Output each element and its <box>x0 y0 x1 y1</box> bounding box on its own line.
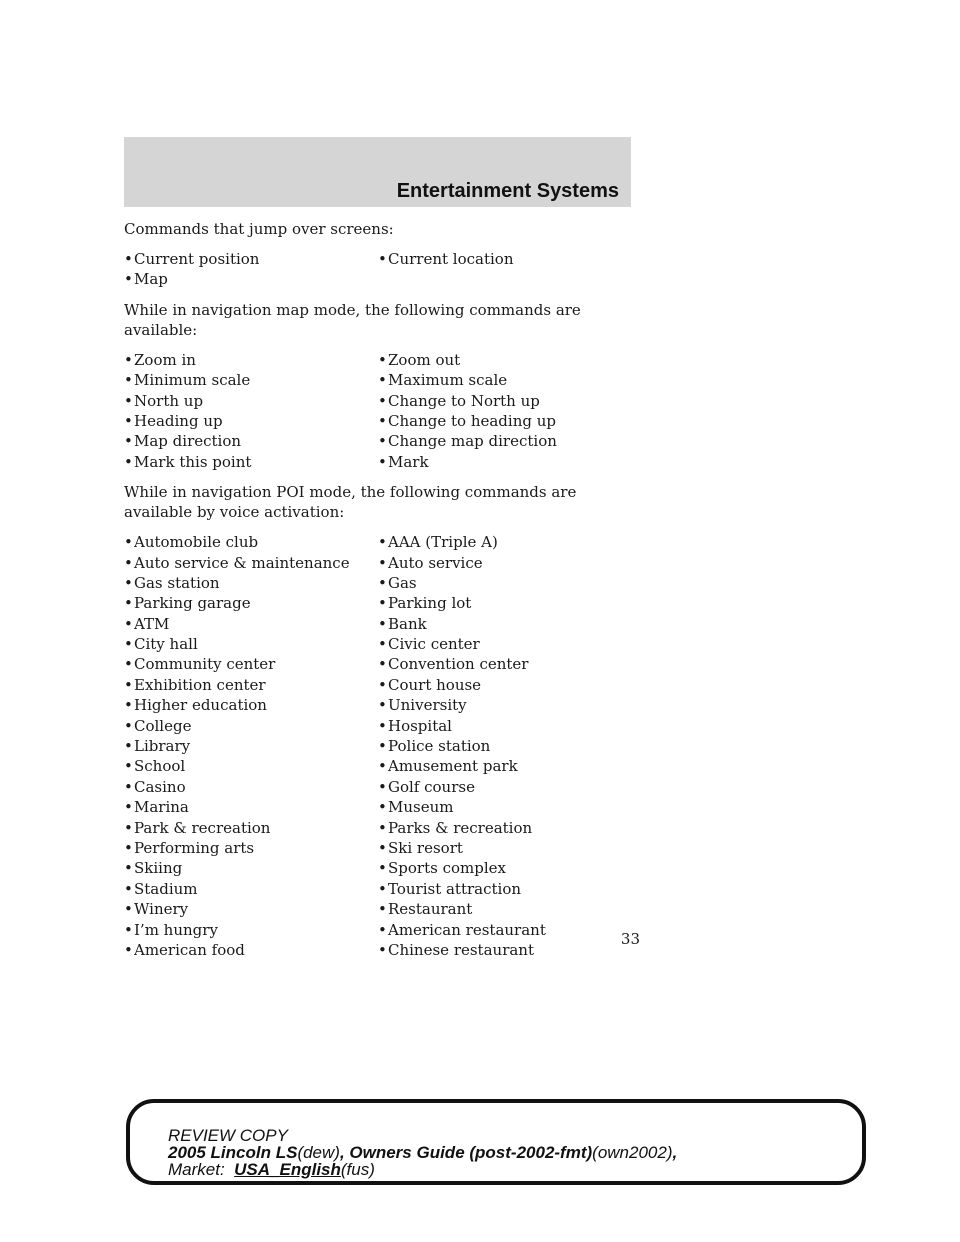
list-item: • University <box>378 695 634 715</box>
list-item: • Museum <box>378 797 634 817</box>
list-item: • Heading up <box>124 411 378 431</box>
list-item: • Change to North up <box>378 391 634 411</box>
list-item: • Ski resort <box>378 838 634 858</box>
list-item: • Gas station <box>124 573 378 593</box>
list-item: • Civic center <box>378 634 634 654</box>
map-command-list <box>124 350 634 472</box>
list-item: • Zoom in <box>124 350 378 370</box>
list-item: • Auto service & maintenance <box>124 553 378 573</box>
list-item: • Parks & recreation <box>378 818 634 838</box>
list-item: • Minimum scale <box>124 370 378 390</box>
list-item: • Stadium <box>124 879 378 899</box>
list-item: • School <box>124 756 378 776</box>
list-item: • Parking garage <box>124 593 378 613</box>
list-item: • Performing arts <box>124 838 378 858</box>
list-item: • Mark this point <box>124 452 378 472</box>
list-item: • North up <box>124 391 378 411</box>
list-item: • Police station <box>378 736 634 756</box>
list-item: • Exhibition center <box>124 675 378 695</box>
market-label: Market: <box>168 1160 225 1179</box>
section-title: Entertainment Systems <box>396 180 619 202</box>
intro-map: While in navigation map mode, the following commands are available: <box>124 300 581 339</box>
intro-poi: While in navigation POI mode, the following commands are available by voice activation: <box>124 483 577 522</box>
guide-code: (own2002) <box>592 1143 673 1162</box>
review-copy-line: REVIEW COPY <box>168 1126 288 1145</box>
list-item: • ATM <box>124 614 378 634</box>
list-item: • Restaurant <box>378 899 634 919</box>
list-item: • Chinese restaurant <box>378 940 634 960</box>
list-item: • American food <box>124 940 378 960</box>
line-comma: , <box>672 1143 678 1162</box>
list-item: • Winery <box>124 899 378 919</box>
list-item: • Community center <box>124 654 378 674</box>
jump-command-list <box>124 249 634 290</box>
review-copy-text <box>168 1127 677 1178</box>
list-item: • College <box>124 716 378 736</box>
list-item: • Gas <box>378 573 634 593</box>
guide-name: , Owners Guide (post-2002-fmt) <box>339 1143 593 1162</box>
page-number: 33 <box>620 930 640 948</box>
list-item: • Automobile club <box>124 532 378 552</box>
market-code: (fus) <box>340 1160 375 1179</box>
list-item: • Park & recreation <box>124 818 378 838</box>
list-item: • AAA (Triple A) <box>378 532 634 552</box>
list-item: • Change map direction <box>378 431 634 451</box>
list-item: • Tourist attraction <box>378 879 634 899</box>
list-item: • Zoom out <box>378 350 634 370</box>
poi-command-list <box>124 532 634 960</box>
list-item: • American restaurant <box>378 920 634 940</box>
list-item: • Golf course <box>378 777 634 797</box>
model-code: (dew) <box>297 1143 340 1162</box>
page-content <box>124 219 634 970</box>
list-item: • Current location <box>378 249 634 269</box>
list-item: • Higher education <box>124 695 378 715</box>
list-item: • Hospital <box>378 716 634 736</box>
list-item: • Parking lot <box>378 593 634 613</box>
list-item: • Court house <box>378 675 634 695</box>
market-line <box>168 1161 677 1178</box>
list-item: • City hall <box>124 634 378 654</box>
list-item: • Current position <box>124 249 378 269</box>
list-item: • Mark <box>378 452 634 472</box>
list-item: • Maximum scale <box>378 370 634 390</box>
list-item: • Library <box>124 736 378 756</box>
list-item: • Auto service <box>378 553 634 573</box>
list-item: • Casino <box>124 777 378 797</box>
list-item: • Amusement park <box>378 756 634 776</box>
list-item: • Skiing <box>124 858 378 878</box>
market-value: USA_English <box>234 1160 341 1179</box>
list-item: • Change to heading up <box>378 411 634 431</box>
list-item: • I’m hungry <box>124 920 378 940</box>
list-item: • Convention center <box>378 654 634 674</box>
list-item: • Map direction <box>124 431 378 451</box>
list-item: • Sports complex <box>378 858 634 878</box>
list-item: • Marina <box>124 797 378 817</box>
model-line <box>168 1144 677 1161</box>
model-name: 2005 Lincoln LS <box>168 1143 298 1162</box>
section-header-band <box>124 137 631 207</box>
review-copy-box <box>126 1099 866 1185</box>
list-item: • Bank <box>378 614 634 634</box>
intro-jump: Commands that jump over screens: <box>124 220 394 238</box>
list-item: • Map <box>124 269 378 289</box>
